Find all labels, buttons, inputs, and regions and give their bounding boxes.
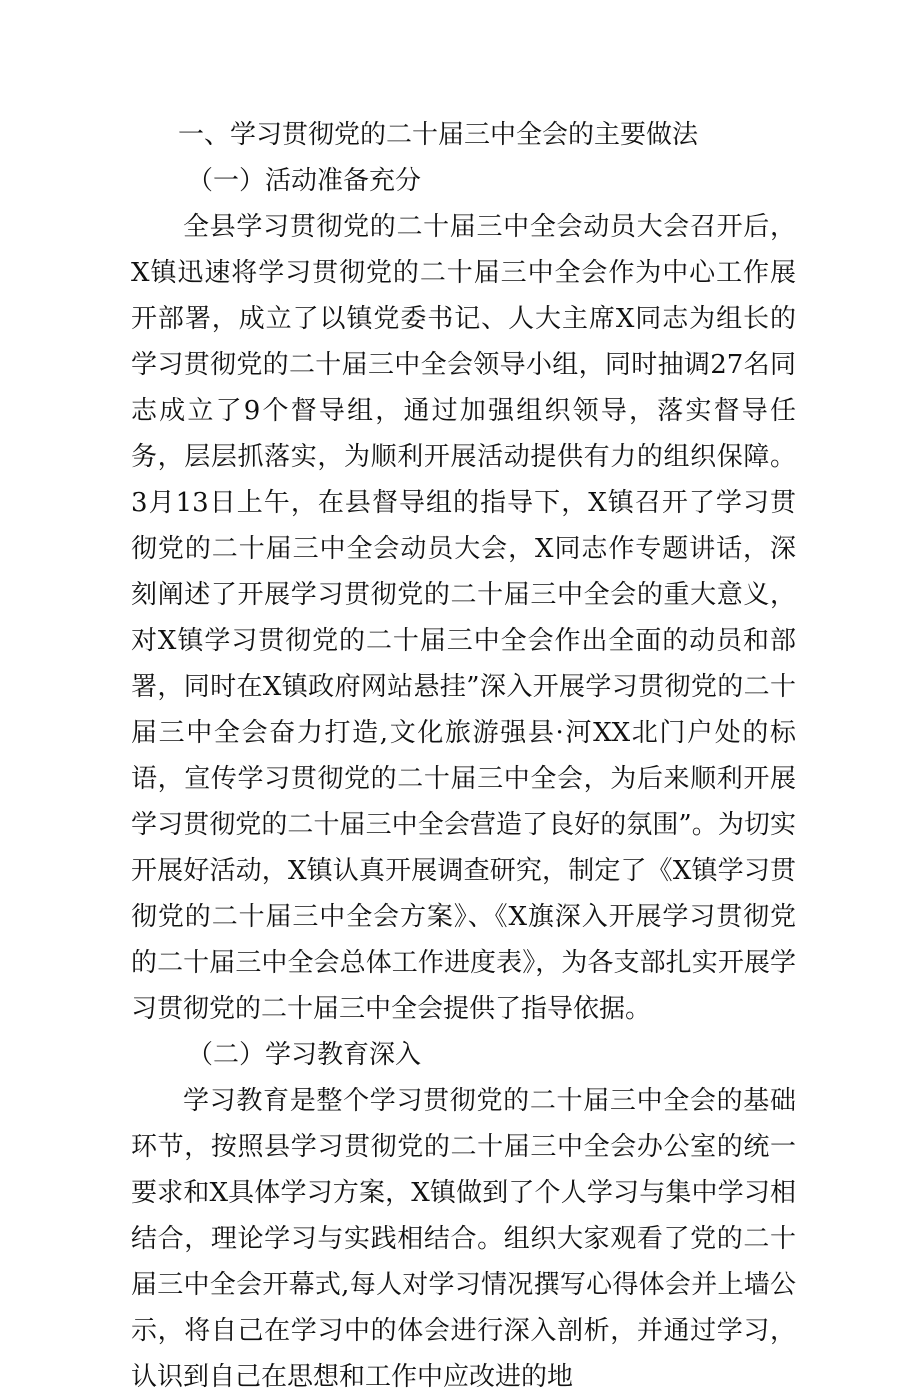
document-body — [131, 112, 796, 1400]
paragraph-activity-preparation: 全县学习贯彻党的二十届三中全会动员大会召开后，X镇迅速将学习贯彻党的二十届三中全会作为中心工作展开部署，成立了以镇党委书记、人大主席X同志为组长的学习贯彻党的二十届三中全会领导小组，同时抽调27名同志成立了9个督导组，通过加强组织领导，落实督导任务，层层抓落实，为顺利开展活动提供有力的组织保障。3月13日上午，在县督导组的指导下，X镇召开了学习贯彻党的二十届三中全会动员大会，X同志作专题讲话，深刻阐述了开展学习贯彻党的二十届三中全会的重大意义，对X镇学习贯彻党的二十届三中全会作出全面的动员和部署，同时在X镇政府网站悬挂”深入开展学习贯彻党的二十届三中全会奋力打造,文化旅游强县·河XX北门户处的标语，宣传学习贯彻党的二十届三中全会，为后来顺利开展学习贯彻党的二十届三中全会营造了良好的氛围”。为切实开展好活动，X镇认真开展调查研究，制定了《X镇学习贯彻党的二十届三中全会方案》、《X旗深入开展学习贯彻党的二十届三中全会总体工作进度表》，为各支部扎实开展学习贯彻党的二十届三中全会提供了指导依据。 — [131, 212, 796, 1024]
subsection-title-2: （二）学习教育深入 — [187, 1040, 422, 1070]
section-title: 一、学习贯彻党的二十届三中全会的主要做法 — [178, 120, 699, 150]
paragraph-study-education: 学习教育是整个学习贯彻党的二十届三中全会的基础环节，按照县学习贯彻党的二十届三中全会办公室的统一要求和X具体学习方案，X镇做到了个人学习与集中学习相结合，理论学习与实践相结合。组织大家观看了党的二十届三中全会开幕式,每人对学习情况撰写心得体会并上墙公示，将自己在学习中的体会进行深入剖析，并通过学习，认识到自己在思想和工作中应改进的地 — [131, 1086, 796, 1392]
subsection-title-1: （一）活动准备充分 — [187, 166, 422, 196]
